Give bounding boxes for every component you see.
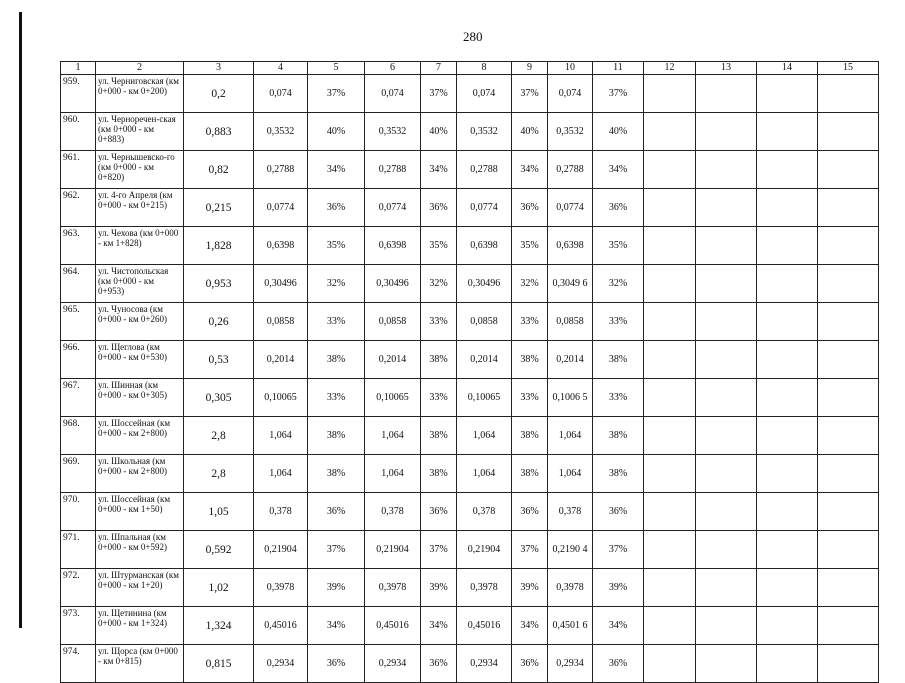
table-cell	[644, 531, 696, 569]
table-cell	[696, 493, 757, 531]
table-cell: 33%	[421, 303, 457, 341]
table-cell: 39%	[512, 569, 548, 607]
table-cell	[696, 569, 757, 607]
table-cell: 37%	[421, 531, 457, 569]
row-number-cell: 963.	[61, 227, 96, 265]
table-cell: 0,6398	[254, 227, 308, 265]
table-row	[61, 417, 879, 455]
table-cell: 0,2788	[548, 151, 593, 189]
table-row	[61, 303, 879, 341]
length-cell: 0,26	[184, 303, 254, 341]
table-cell: 38%	[593, 341, 644, 379]
street-name-cell: ул. Шпальная (км 0+000 - км 0+592)	[96, 531, 184, 569]
table-cell: 40%	[308, 113, 365, 151]
column-header: 1	[61, 62, 96, 75]
table-cell: 34%	[593, 607, 644, 645]
table-cell: 35%	[308, 227, 365, 265]
table-row	[61, 531, 879, 569]
table-row	[61, 189, 879, 227]
table-cell: 34%	[308, 607, 365, 645]
table-row	[61, 341, 879, 379]
table-cell: 0,2788	[254, 151, 308, 189]
table-cell	[696, 265, 757, 303]
table-cell: 0,30496	[254, 265, 308, 303]
table-cell	[644, 227, 696, 265]
table-cell: 35%	[593, 227, 644, 265]
column-header: 9	[512, 62, 548, 75]
table-cell: 0,3532	[548, 113, 593, 151]
table-cell: 0,3532	[457, 113, 512, 151]
table-cell: 0,10065	[254, 379, 308, 417]
table-cell	[818, 113, 879, 151]
table-cell: 36%	[512, 493, 548, 531]
table-cell: 1,064	[254, 417, 308, 455]
table-cell: 0,074	[254, 75, 308, 113]
table-cell: 35%	[512, 227, 548, 265]
length-cell: 0,215	[184, 189, 254, 227]
table-cell: 1,064	[548, 455, 593, 493]
table-cell	[696, 531, 757, 569]
table-cell: 0,0774	[457, 189, 512, 227]
length-cell: 0,953	[184, 265, 254, 303]
table-cell: 0,3978	[365, 569, 421, 607]
length-cell: 0,815	[184, 645, 254, 683]
table-cell: 0,2934	[548, 645, 593, 683]
table-cell: 0,378	[365, 493, 421, 531]
table-cell	[644, 379, 696, 417]
table-cell: 36%	[421, 493, 457, 531]
table-cell	[696, 645, 757, 683]
street-name-cell: ул. Щорса (км 0+000 - км 0+815)	[96, 645, 184, 683]
table-cell: 38%	[421, 341, 457, 379]
table-cell: 0,378	[457, 493, 512, 531]
table-cell: 38%	[512, 455, 548, 493]
table-cell	[644, 569, 696, 607]
table-cell	[644, 303, 696, 341]
table-cell: 38%	[421, 455, 457, 493]
table-cell	[696, 303, 757, 341]
table-cell: 0,21904	[365, 531, 421, 569]
table-cell: 34%	[308, 151, 365, 189]
table-cell	[644, 645, 696, 683]
table-cell	[696, 151, 757, 189]
table-cell	[818, 303, 879, 341]
table-cell	[818, 607, 879, 645]
table-cell	[757, 379, 818, 417]
table-cell	[818, 151, 879, 189]
table-cell: 38%	[308, 417, 365, 455]
table-row	[61, 379, 879, 417]
table-cell	[757, 569, 818, 607]
length-cell: 0,82	[184, 151, 254, 189]
row-number-cell: 960.	[61, 113, 96, 151]
table-row	[61, 455, 879, 493]
table-cell: 0,3978	[457, 569, 512, 607]
header-row	[61, 62, 879, 75]
length-cell: 1,02	[184, 569, 254, 607]
row-number-cell: 973.	[61, 607, 96, 645]
row-number-cell: 974.	[61, 645, 96, 683]
table-cell: 33%	[308, 303, 365, 341]
table-cell: 36%	[421, 645, 457, 683]
table-cell	[757, 607, 818, 645]
length-cell: 0,305	[184, 379, 254, 417]
table-cell: 0,45016	[254, 607, 308, 645]
table-cell: 38%	[512, 341, 548, 379]
length-cell: 0,592	[184, 531, 254, 569]
table-cell	[696, 607, 757, 645]
table-cell: 0,3978	[254, 569, 308, 607]
table-cell	[696, 379, 757, 417]
column-header: 6	[365, 62, 421, 75]
street-name-cell: ул. Шинная (км 0+000 - км 0+305)	[96, 379, 184, 417]
table-row	[61, 75, 879, 113]
table-cell: 32%	[593, 265, 644, 303]
table-cell: 37%	[593, 531, 644, 569]
street-name-cell: ул. Чуносова (км 0+000 - км 0+260)	[96, 303, 184, 341]
table-cell	[644, 113, 696, 151]
table-cell: 36%	[593, 645, 644, 683]
table-cell: 0,0858	[254, 303, 308, 341]
street-name-cell: ул. Шоссейная (км 0+000 - км 1+50)	[96, 493, 184, 531]
table-cell	[644, 265, 696, 303]
table-cell: 0,3532	[365, 113, 421, 151]
table-cell: 37%	[593, 75, 644, 113]
table-cell	[818, 531, 879, 569]
table-cell: 36%	[512, 645, 548, 683]
table-cell	[757, 227, 818, 265]
table-cell: 0,6398	[457, 227, 512, 265]
table-cell	[644, 455, 696, 493]
table-cell	[644, 189, 696, 227]
table-row	[61, 113, 879, 151]
street-name-cell: ул. 4-го Апреля (км 0+000 - км 0+215)	[96, 189, 184, 227]
table-cell: 33%	[421, 379, 457, 417]
table-cell: 36%	[593, 189, 644, 227]
table-cell: 1,064	[365, 455, 421, 493]
length-cell: 1,324	[184, 607, 254, 645]
street-name-cell: ул. Чехова (км 0+000 - км 1+828)	[96, 227, 184, 265]
table-cell: 0,2014	[254, 341, 308, 379]
table-cell	[818, 493, 879, 531]
table-cell: 0,2934	[365, 645, 421, 683]
row-number-cell: 965.	[61, 303, 96, 341]
table-cell: 35%	[421, 227, 457, 265]
table-cell: 37%	[421, 75, 457, 113]
street-name-cell: ул. Школьная (км 0+000 - км 2+800)	[96, 455, 184, 493]
row-number-cell: 969.	[61, 455, 96, 493]
table-cell	[696, 417, 757, 455]
table-cell: 0,6398	[365, 227, 421, 265]
table-cell: 36%	[308, 645, 365, 683]
table-cell: 38%	[512, 417, 548, 455]
table-cell: 33%	[512, 303, 548, 341]
table-cell	[818, 227, 879, 265]
table-row	[61, 151, 879, 189]
table-cell: 0,21904	[457, 531, 512, 569]
table-cell	[644, 151, 696, 189]
street-name-cell: ул. Черниговская (км 0+000 - км 0+200)	[96, 75, 184, 113]
table-cell: 0,074	[457, 75, 512, 113]
table-cell: 0,074	[548, 75, 593, 113]
table-cell	[818, 379, 879, 417]
table-cell: 36%	[593, 493, 644, 531]
page-number: 280	[463, 29, 483, 44]
column-header: 8	[457, 62, 512, 75]
table-cell: 32%	[308, 265, 365, 303]
table-cell: 1,064	[457, 417, 512, 455]
table-cell	[696, 189, 757, 227]
table-row	[61, 493, 879, 531]
column-header: 2	[96, 62, 184, 75]
table-cell: 0,2014	[365, 341, 421, 379]
table-row	[61, 607, 879, 645]
row-number-cell: 962.	[61, 189, 96, 227]
table-cell	[757, 189, 818, 227]
column-header: 12	[644, 62, 696, 75]
table-cell: 38%	[421, 417, 457, 455]
column-header: 11	[593, 62, 644, 75]
table-cell: 0,0858	[457, 303, 512, 341]
table-cell	[757, 113, 818, 151]
table-cell: 0,3978	[548, 569, 593, 607]
table-cell: 0,2788	[365, 151, 421, 189]
table-cell	[644, 607, 696, 645]
length-cell: 2,8	[184, 417, 254, 455]
table-cell: 0,3532	[254, 113, 308, 151]
table-cell: 0,30496	[457, 265, 512, 303]
column-header: 14	[757, 62, 818, 75]
table-row	[61, 645, 879, 683]
table-cell: 0,6398	[548, 227, 593, 265]
table-row	[61, 265, 879, 303]
table-cell	[818, 341, 879, 379]
length-cell: 1,828	[184, 227, 254, 265]
table-cell: 33%	[593, 379, 644, 417]
column-header: 15	[818, 62, 879, 75]
column-header: 5	[308, 62, 365, 75]
table-cell: 0,2788	[457, 151, 512, 189]
street-name-cell: ул. Чернышевско-го (км 0+000 - км 0+820)	[96, 151, 184, 189]
table-cell: 38%	[593, 417, 644, 455]
length-cell: 0,2	[184, 75, 254, 113]
table-cell	[757, 75, 818, 113]
table-cell: 39%	[308, 569, 365, 607]
table-cell	[696, 227, 757, 265]
table-cell: 32%	[512, 265, 548, 303]
table-cell	[818, 645, 879, 683]
table-cell: 0,10065	[457, 379, 512, 417]
table-cell: 0,2014	[548, 341, 593, 379]
table-cell: 36%	[308, 189, 365, 227]
table-cell: 0,378	[548, 493, 593, 531]
table-cell: 36%	[512, 189, 548, 227]
table-cell	[757, 645, 818, 683]
table-cell: 40%	[512, 113, 548, 151]
table-cell: 1,064	[457, 455, 512, 493]
table-cell: 37%	[308, 531, 365, 569]
table-cell	[644, 417, 696, 455]
table-cell: 0,0858	[548, 303, 593, 341]
column-header: 3	[184, 62, 254, 75]
row-number-cell: 967.	[61, 379, 96, 417]
table-cell	[818, 189, 879, 227]
row-number-cell: 972.	[61, 569, 96, 607]
row-number-cell: 966.	[61, 341, 96, 379]
table-cell	[757, 151, 818, 189]
table-cell	[757, 455, 818, 493]
table-cell: 34%	[421, 151, 457, 189]
table-cell: 34%	[593, 151, 644, 189]
table-cell	[696, 113, 757, 151]
table-cell: 36%	[308, 493, 365, 531]
table-cell	[757, 417, 818, 455]
table-row	[61, 569, 879, 607]
table-cell	[644, 493, 696, 531]
table-cell: 40%	[593, 113, 644, 151]
row-number-cell: 968.	[61, 417, 96, 455]
street-name-cell: ул. Чистопольская (км 0+000 - км 0+953)	[96, 265, 184, 303]
table-cell	[644, 341, 696, 379]
column-header: 4	[254, 62, 308, 75]
table-cell: 1,064	[254, 455, 308, 493]
street-name-cell: ул. Шоссейная (км 0+000 - км 2+800)	[96, 417, 184, 455]
data-table	[60, 61, 879, 683]
table-cell: 33%	[308, 379, 365, 417]
table-cell	[644, 75, 696, 113]
table-cell: 0,30496	[365, 265, 421, 303]
column-header: 13	[696, 62, 757, 75]
table-cell: 37%	[512, 531, 548, 569]
table-cell: 0,45016	[365, 607, 421, 645]
table-cell: 0,2190 4	[548, 531, 593, 569]
street-name-cell: ул. Щеглова (км 0+000 - км 0+530)	[96, 341, 184, 379]
table-cell: 0,45016	[457, 607, 512, 645]
table-cell: 0,0774	[548, 189, 593, 227]
row-number-cell: 959.	[61, 75, 96, 113]
table-cell: 34%	[512, 607, 548, 645]
table-cell: 0,378	[254, 493, 308, 531]
table-cell: 34%	[421, 607, 457, 645]
table-cell	[818, 265, 879, 303]
table-cell: 0,2014	[457, 341, 512, 379]
table-cell: 0,0774	[365, 189, 421, 227]
table-cell: 39%	[421, 569, 457, 607]
table-cell: 40%	[421, 113, 457, 151]
column-header: 10	[548, 62, 593, 75]
table-cell	[757, 303, 818, 341]
row-number-cell: 970.	[61, 493, 96, 531]
table-cell: 38%	[308, 455, 365, 493]
table-cell	[696, 75, 757, 113]
table-row	[61, 227, 879, 265]
table-cell: 0,074	[365, 75, 421, 113]
table-cell: 0,4501 6	[548, 607, 593, 645]
table-cell: 0,0858	[365, 303, 421, 341]
table-cell: 0,0774	[254, 189, 308, 227]
street-name-cell: ул. Черноречен-ская (км 0+000 - км 0+883)	[96, 113, 184, 151]
table-cell: 32%	[421, 265, 457, 303]
table-cell: 1,064	[365, 417, 421, 455]
table-cell	[696, 341, 757, 379]
street-name-cell: ул. Щетинина (км 0+000 - км 1+324)	[96, 607, 184, 645]
row-number-cell: 971.	[61, 531, 96, 569]
table-cell: 37%	[512, 75, 548, 113]
table-cell: 0,2934	[457, 645, 512, 683]
length-cell: 0,53	[184, 341, 254, 379]
row-number-cell: 964.	[61, 265, 96, 303]
left-margin-bar	[19, 12, 22, 628]
table-cell: 34%	[512, 151, 548, 189]
table-cell	[757, 265, 818, 303]
table-cell	[818, 455, 879, 493]
table-cell: 39%	[593, 569, 644, 607]
length-cell: 0,883	[184, 113, 254, 151]
table-cell	[757, 493, 818, 531]
table-cell: 33%	[593, 303, 644, 341]
table-cell: 36%	[421, 189, 457, 227]
table-cell	[757, 531, 818, 569]
table-cell	[818, 569, 879, 607]
table-cell: 37%	[308, 75, 365, 113]
table-cell: 0,10065	[365, 379, 421, 417]
column-header: 7	[421, 62, 457, 75]
length-cell: 2,8	[184, 455, 254, 493]
street-name-cell: ул. Штурманская (км 0+000 - км 1+20)	[96, 569, 184, 607]
table-cell: 38%	[593, 455, 644, 493]
table-cell: 1,064	[548, 417, 593, 455]
length-cell: 1,05	[184, 493, 254, 531]
table-cell: 33%	[512, 379, 548, 417]
table-cell	[757, 341, 818, 379]
table-cell: 38%	[308, 341, 365, 379]
table-cell: 0,3049 6	[548, 265, 593, 303]
table-cell: 0,1006 5	[548, 379, 593, 417]
table-cell	[818, 75, 879, 113]
table-cell	[818, 417, 879, 455]
table-cell: 0,21904	[254, 531, 308, 569]
table-cell: 0,2934	[254, 645, 308, 683]
table-cell	[696, 455, 757, 493]
row-number-cell: 961.	[61, 151, 96, 189]
